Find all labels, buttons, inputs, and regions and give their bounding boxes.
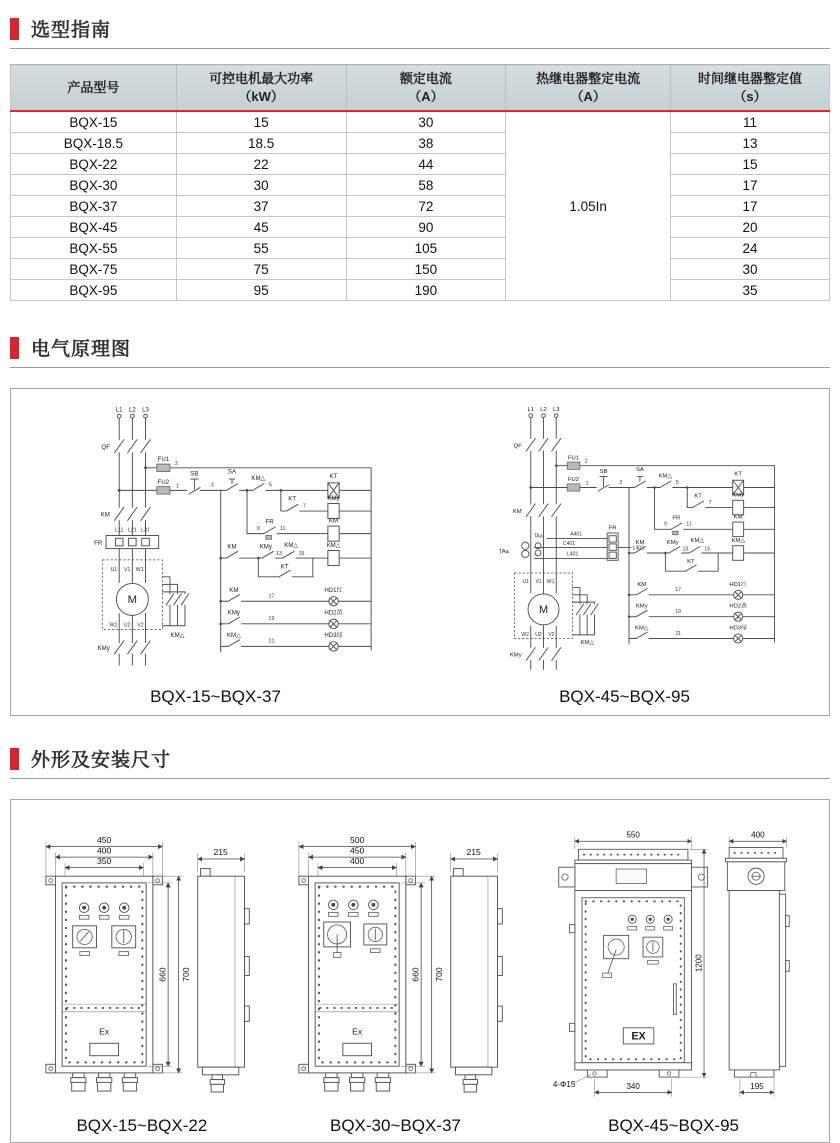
table-row [11,133,830,154]
power-circuit [106,414,189,665]
schematic-caption-small: BQX-15~BQX-37 [150,687,281,706]
cell-power: 15 [176,111,346,133]
label-n17: 17 [268,593,275,600]
label-kt-coil: KT [734,471,743,478]
label-c401: C401 [563,540,576,547]
label-fr-contact: FR [265,518,274,526]
label-w1: W1 [547,579,555,586]
label-n1: 1 [586,480,590,487]
header-unit: （A） [570,88,606,104]
label-n13: 13 [683,546,689,553]
label-hd2: HD2黄 [324,609,343,617]
label-taa: TAa [499,549,510,556]
height-dimensions [148,876,191,1073]
label-n2: 2 [585,458,589,465]
dim-w3: 350 [96,855,111,866]
table-row [11,238,830,259]
mounting-holes-note: 4-Φ15 [552,1079,576,1089]
dim-width: 550 [626,830,640,840]
label-l402: L402 [633,545,645,552]
schematic-large-wrap [420,389,829,715]
cell-current: 30 [346,111,506,133]
width-dimensions [45,835,161,876]
height-dimensions [401,876,444,1073]
cell-model: BQX-55 [11,238,177,259]
header-text: 额定电流 [399,70,452,86]
cell-model: BQX-15 [11,111,177,133]
label-kt-branch: KT [280,563,289,571]
label-motor: M [539,604,549,617]
dim-w3: 400 [350,855,365,866]
cell-power: 95 [176,280,346,301]
label-km-main: KM [513,508,523,515]
section-header-dimensions [10,738,830,779]
cell-current: 190 [346,280,506,301]
label-fr-heater: FR [609,525,618,532]
label-v1: V1 [124,567,131,574]
label-kmy-lamp: KMy [636,603,649,610]
cell-time: 20 [671,217,830,238]
label-n11: 11 [686,521,693,528]
label-kmd-loop: KM△ [170,631,185,639]
drawing-mid-wrap [273,817,518,1136]
label-km-coil: KM [734,514,744,521]
label-n21: 21 [268,638,275,645]
ex-marking: Ex [98,1026,109,1037]
drawing-caption-small: BQX-15~BQX-22 [76,1116,208,1135]
label-l2: L2 [128,406,136,414]
outline-drawing-bqx15-22 [23,817,262,1113]
header-unit: （kW） [238,88,284,104]
red-accent-bar [10,337,19,359]
label-n21: 21 [675,630,682,637]
dim-w1: 450 [96,834,111,845]
outline-drawing-bqx30-37 [276,817,515,1113]
section-title: 选型指南 [31,20,112,41]
label-qf: QF [101,444,110,452]
label-kmy-coil: KMy [732,492,745,499]
label-n9: 9 [664,521,668,528]
table-row [11,154,830,175]
label-kmd: KM△ [251,475,266,483]
label-kt-branch: KT [687,559,696,566]
label-l11: L11 [114,527,124,534]
label-l401: L401 [567,551,579,558]
schematic-small-wrap [11,389,420,715]
dim-h2: 700 [180,967,191,982]
label-n1: 1 [175,483,179,490]
cell-power: 22 [176,154,346,175]
col-header-current [346,65,506,112]
label-n15: 15 [298,551,305,558]
label-hd1: HD1红 [324,586,343,594]
label-kmd-coil: KM△ [326,541,341,549]
cell-current: 90 [346,217,506,238]
cell-model: BQX-37 [11,196,177,217]
label-fu2: FU2 [568,477,580,484]
cell-time: 35 [671,280,830,301]
label-hd3: HD3绿 [729,625,748,632]
label-n15: 15 [704,546,711,553]
cell-time: 15 [671,154,830,175]
ex-marking: EX [631,1030,646,1043]
label-sb: SB [600,468,608,475]
front-view [559,849,708,1077]
header-text: 时间继电器整定值 [698,70,803,86]
cell-current: 58 [346,175,506,196]
label-kmd-contact: KM△ [691,538,705,545]
label-fr-main: FR [94,539,103,547]
header-unit: （A） [408,88,444,104]
col-header-thermal [506,65,671,112]
cell-model: BQX-22 [11,154,177,175]
cell-model: BQX-75 [11,259,177,280]
label-u2: U2 [535,631,543,638]
label-hd2: HD2黄 [729,603,748,610]
label-n7: 7 [709,499,712,506]
side-view [451,847,503,1092]
dim-w1: 500 [350,834,365,845]
label-km-lamp: KM [637,581,647,588]
label-sa: SA [636,467,645,474]
label-motor: M [127,594,138,607]
red-accent-bar [10,18,19,40]
cell-model: BQX-45 [11,217,177,238]
col-header-power [176,65,346,112]
catalog-page [0,8,840,1143]
label-l1: L1 [527,407,535,414]
label-kmd-contact: KM△ [284,541,299,549]
table-header-row [11,65,830,112]
cell-current: 72 [346,196,506,217]
label-l3: L3 [142,406,149,414]
label-v2: V2 [548,631,555,638]
schematic-diagram-bqx15-37 [44,402,387,684]
header-text: 产品型号 [67,79,120,95]
cell-power: 37 [176,196,346,217]
label-kmy-contact: KMy [259,543,272,551]
label-n17: 17 [675,587,682,594]
label-kmy-lamp: KMy [227,609,240,617]
cell-power: 30 [176,175,346,196]
label-km-contact: KM [227,543,237,551]
outline-drawing-bqx45-95 [539,817,808,1113]
cell-model: BQX-95 [11,280,177,301]
cell-current: 38 [346,133,506,154]
label-sb: SB [190,470,199,478]
cell-time: 30 [671,259,830,280]
label-kmd-lamp: KM△ [226,631,241,639]
cell-time: 24 [671,238,830,259]
side-view [197,847,249,1092]
label-kt-coil: KT [329,473,338,481]
dim-h1: 660 [410,967,421,982]
label-taa2: TAa [534,533,544,540]
label-l21: L21 [127,527,137,534]
dim-base-side: 195 [750,1081,764,1091]
table-row [11,111,830,133]
cell-current: 150 [346,259,506,280]
dim-depth: 400 [751,830,765,840]
cell-time: 13 [671,133,830,154]
dim-h2: 700 [434,967,445,982]
label-hd3: HD3绿 [324,631,343,639]
ex-marking: Ex [352,1026,363,1037]
cell-thermal-merged: 1.05In [506,111,671,301]
label-n5: 5 [269,482,272,489]
dim-depth: 215 [466,847,481,858]
schematic-labels [499,407,749,659]
header-text: 可控电机最大功率 [209,70,314,86]
section-title: 外形及安装尺寸 [31,750,172,771]
label-kmd-lamp: KM△ [635,625,649,632]
cell-current: 44 [346,154,506,175]
label-n11: 11 [279,525,286,532]
label-kt-contact: KT [288,495,297,503]
label-v1: V1 [535,579,543,586]
label-n13: 13 [276,551,282,558]
label-n3: 3 [210,482,214,489]
col-header-model [11,65,177,112]
label-n5: 5 [676,479,680,486]
section-header-selection-guide [10,8,830,49]
dim-w2: 450 [350,845,365,856]
dim-height: 1200 [694,954,704,973]
label-w2: W2 [521,631,530,638]
red-accent-bar [10,748,19,770]
label-kmy-main: KMy [97,645,110,653]
label-qf: QF [513,443,523,450]
label-hd1: HD1红 [729,581,748,588]
dim-depth: 215 [213,847,228,858]
front-view [45,876,161,1091]
width-dimensions [299,835,415,876]
label-a401: A401 [570,531,583,538]
header-unit: （s） [733,88,767,104]
table-row [11,217,830,238]
label-v2: V2 [137,622,144,629]
table-row [11,175,830,196]
cell-current: 105 [346,238,506,259]
cell-power: 18.5 [176,133,346,154]
label-n2: 2 [175,460,178,467]
label-fr-contact: FR [672,515,681,522]
cell-model: BQX-30 [11,175,177,196]
section-header-schematic [10,327,830,368]
label-n9: 9 [256,525,260,532]
cell-time: 11 [671,111,830,133]
label-u2: U2 [123,622,131,629]
drawing-large-wrap [518,817,829,1136]
label-l3: L3 [553,407,561,414]
table-row [11,196,830,217]
label-kmy-coil: KMy [327,494,340,502]
label-sa: SA [227,468,237,476]
label-kmd-coil: KM△ [731,538,746,545]
dim-h1: 660 [156,967,167,982]
label-n7: 7 [302,503,306,510]
base-dimensions [553,1074,672,1096]
label-l2: L2 [540,407,548,414]
schematic-panel [10,388,830,716]
schematic-diagram-bqx45-95 [458,402,790,684]
cell-power: 75 [176,259,346,280]
table-row [11,280,830,301]
col-header-time [671,65,830,112]
label-n3: 3 [619,479,623,486]
label-kmy-main: KMy [510,652,523,659]
label-w2: W2 [109,622,118,629]
label-w1: W1 [135,567,144,574]
label-u1: U1 [110,567,118,574]
drawing-caption-large: BQX-45~BQX-95 [608,1116,739,1135]
label-km-contact: KM [635,539,645,546]
label-l31: L31 [141,527,150,534]
label-kt-contact: KT [694,493,703,500]
drawing-small-wrap [11,817,273,1136]
selection-table [10,64,830,301]
label-fu2: FU2 [157,478,170,486]
cell-time: 17 [671,175,830,196]
label-fu1: FU1 [568,455,580,462]
label-km-lamp: KM [229,586,239,594]
dim-w2: 400 [96,845,111,856]
header-text: 热继电器整定电流 [536,70,641,86]
cell-power: 55 [176,238,346,259]
dim-base: 340 [626,1081,640,1091]
label-kmy-contact: KMy [667,539,680,546]
cell-power: 45 [176,217,346,238]
top-dimensions [575,831,787,850]
table-row [11,259,830,280]
label-kmd: KM△ [659,473,673,480]
label-n19: 19 [268,616,275,623]
label-fu1: FU1 [157,456,170,464]
label-l1: L1 [115,406,123,414]
cell-time: 17 [671,196,830,217]
dimensions-panel [10,799,830,1143]
label-km-main: KM [100,511,110,519]
section-title: 电气原理图 [31,339,132,360]
label-km-coil: KM [328,517,339,525]
label-kmd-loop: KM△ [580,639,595,646]
side-view [726,848,790,1097]
label-u1: U1 [522,579,530,586]
front-view [299,876,415,1091]
label-n19: 19 [675,609,682,616]
cell-model: BQX-18.5 [11,133,177,154]
drawing-caption-mid: BQX-30~BQX-37 [330,1116,461,1135]
schematic-caption-large: BQX-45~BQX-95 [559,687,690,706]
